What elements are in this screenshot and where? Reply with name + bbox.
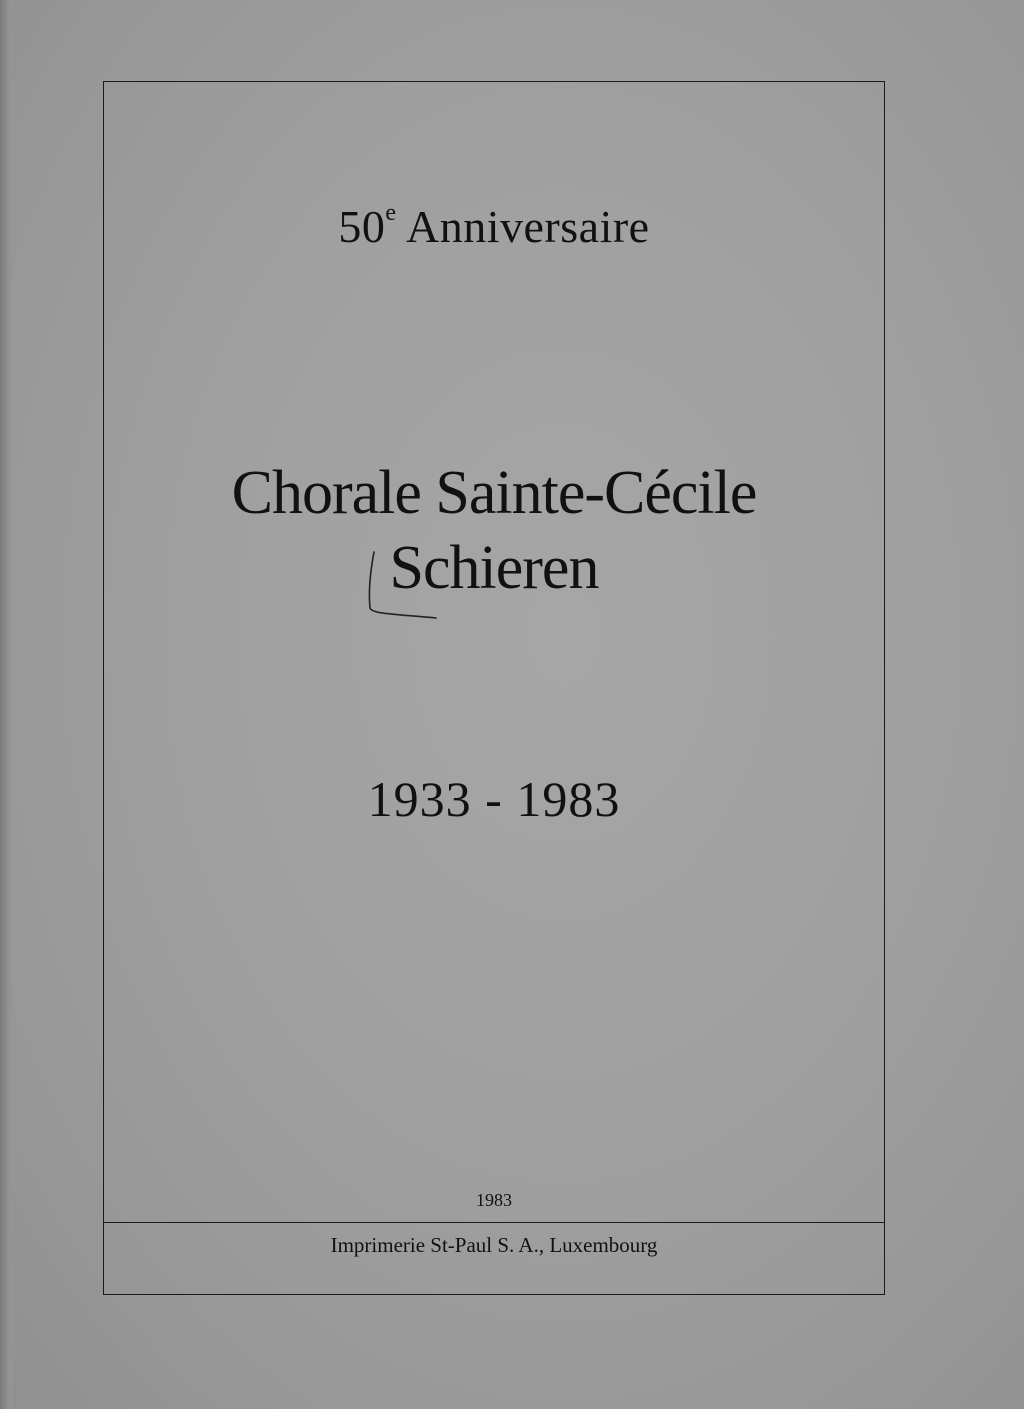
footer-divider [103,1222,885,1223]
anniversary-superscript: e [385,200,397,226]
publication-year: 1983 [476,1190,512,1210]
choir-title: Chorale Sainte-Cécile [231,459,757,527]
cover-frame [103,81,885,1295]
choir-location [103,533,885,604]
anniversary-number: 50 [338,201,386,252]
page-edge [0,0,14,1409]
handwritten-bracket-mark [364,548,440,622]
years-range: 1933 - 1983 [367,771,621,827]
choir-location-text: Schieren [389,534,599,602]
anniversary-word: Anniversaire [406,201,650,252]
printer-imprint: Imprimerie St-Paul S. A., Luxembourg [330,1233,658,1257]
anniversary-heading [103,200,885,253]
